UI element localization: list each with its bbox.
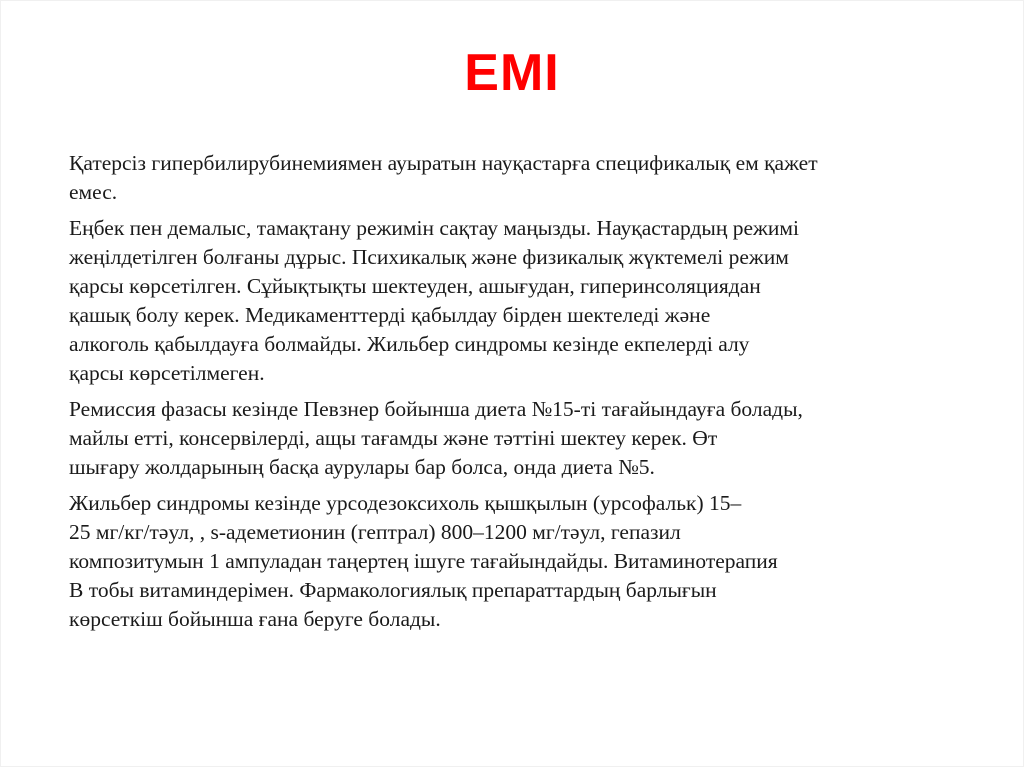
text-line: Қатерсіз гипербилирубинемиямен ауыратын науқастарға спецификалық ем қажет [69,151,818,175]
text-line: алкоголь қабылдауға болмайды. Жильбер синдромы кезінде екпелерді алу [69,332,750,356]
text-line: қарсы көрсетілген. Сұйықтықты шектеуден, ашығудан, гиперинсоляциядан [69,274,761,298]
text-line: емес. [69,180,118,204]
text-line: 25 мг/кг/тәул, , s-адеметионин (гептрал) 800–1200 мг/тәул, гепазил [69,520,681,544]
text-line: қашық болу керек. Медикаменттерді қабылдау бірден шектеледі және [69,303,711,327]
paragraph-medication [69,489,989,634]
text-line: Еңбек пен демалыс, тамақтану режимін сақтау маңызды. Науқастардың режимі [69,216,799,240]
text-line: көрсеткіш бойынша ғана беруге болады. [69,607,441,631]
text-line: қарсы көрсетілмеген. [69,361,265,385]
paragraph-no-treatment-needed [69,149,989,207]
text-line: Жильбер синдромы кезінде урсодезоксихоль қышқылын (урсофальк) 15– [69,491,742,515]
slide-body [69,149,989,641]
text-line: композитумын 1 ампуладан таңертең ішуге тағайындайды. Витаминотерапия [69,549,778,573]
text-line: жеңілдетілген болғаны дұрыс. Психикалық және физикалық жүктемелі режим [69,245,789,269]
paragraph-regimen [69,214,989,388]
text-line: майлы етті, консервілерді, ащы тағамды және тәттіні шектеу керек. Өт [69,426,718,450]
text-line: шығару жолдарының басқа аурулары бар болса, онда диета №5. [69,455,655,479]
text-line: Ремиссия фазасы кезінде Певзнер бойынша диета №15-ті тағайындауға болады, [69,397,803,421]
text-line: В тобы витаминдерімен. Фармакологиялық препараттардың барлығын [69,578,717,602]
paragraph-diet [69,395,989,482]
slide-title: ЕМІ [464,44,560,102]
